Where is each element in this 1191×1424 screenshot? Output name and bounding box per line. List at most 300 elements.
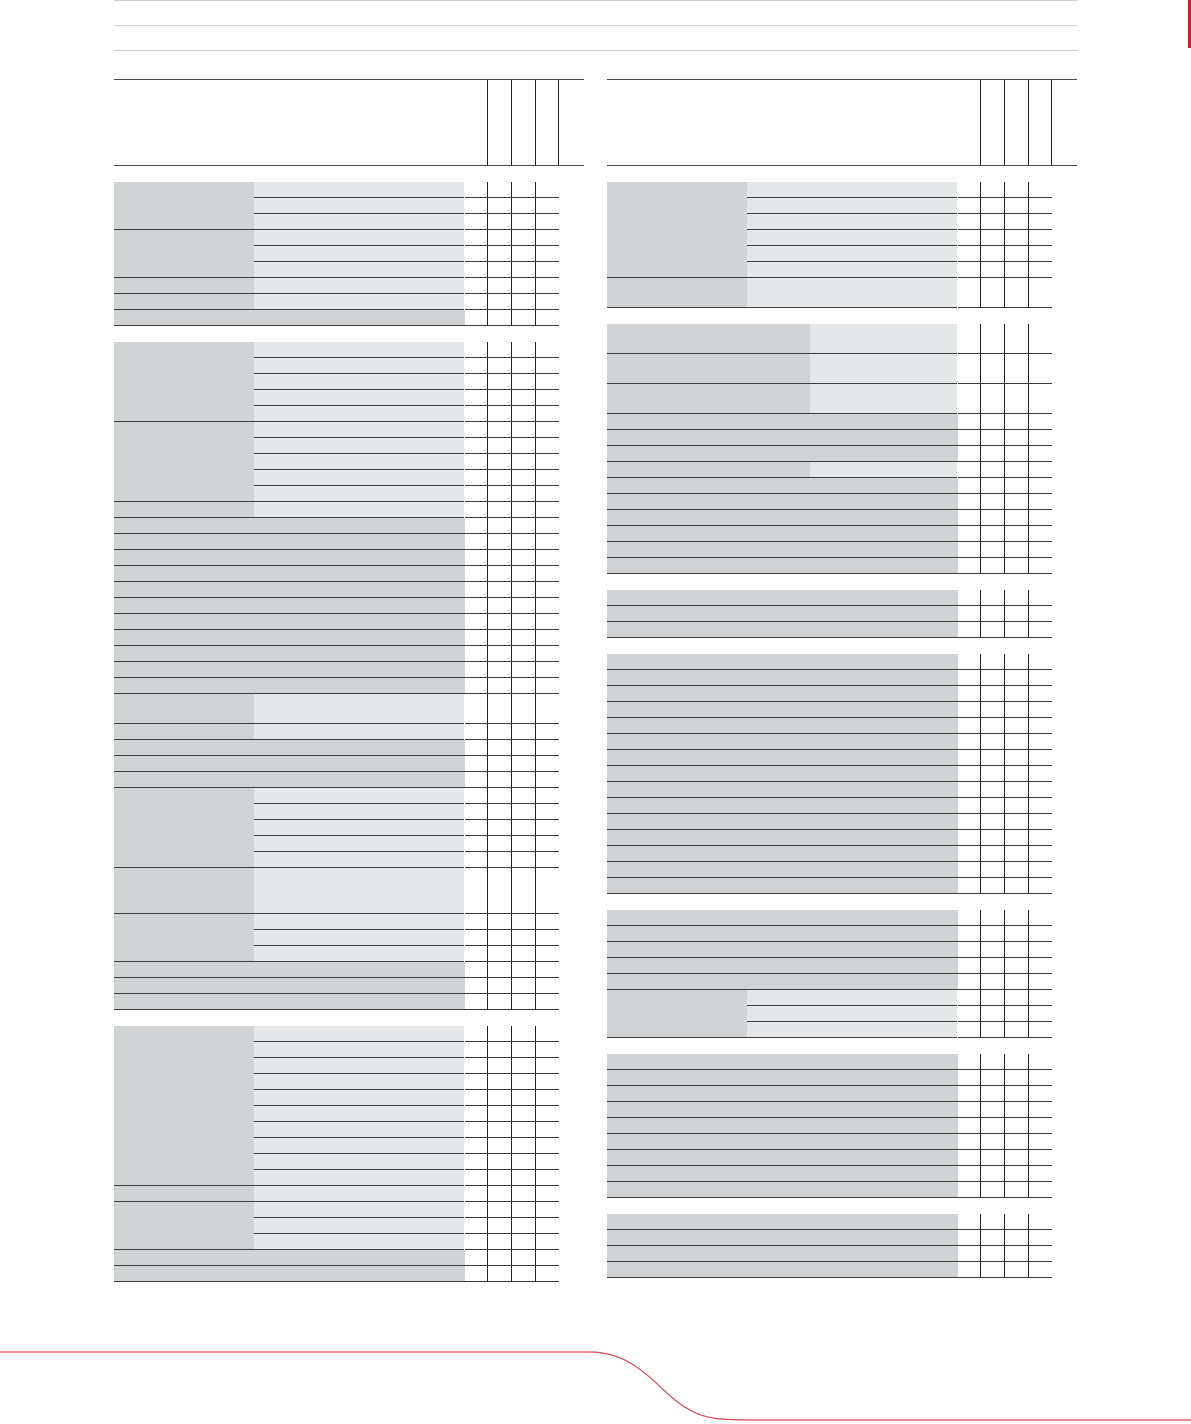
left-checkbox-cell[interactable]	[512, 868, 536, 914]
right-checkbox-cell[interactable]	[1029, 414, 1052, 430]
right-checkbox-cell[interactable]	[958, 198, 981, 214]
left-checkbox-cell[interactable]	[512, 1218, 536, 1234]
left-checkbox-cell[interactable]	[465, 694, 488, 724]
right-checkbox-cell[interactable]	[958, 670, 981, 686]
right-checkbox-cell[interactable]	[1029, 278, 1052, 308]
right-checkbox-cell[interactable]	[1005, 782, 1029, 798]
right-checkbox-cell[interactable]	[1005, 606, 1029, 622]
right-checkbox-cell[interactable]	[981, 1262, 1005, 1278]
left-checkbox-cell[interactable]	[465, 1122, 488, 1138]
left-checkbox-cell[interactable]	[512, 1170, 536, 1186]
left-checkbox-cell[interactable]	[512, 614, 536, 630]
left-checkbox-cell[interactable]	[512, 262, 536, 278]
right-checkbox-cell[interactable]	[981, 1214, 1005, 1230]
left-checkbox-cell[interactable]	[536, 678, 559, 694]
right-checkbox-cell[interactable]	[1005, 462, 1029, 478]
right-checkbox-cell[interactable]	[1005, 354, 1029, 384]
left-checkbox-cell[interactable]	[536, 534, 559, 550]
right-checkbox-cell[interactable]	[1005, 230, 1029, 246]
left-checkbox-cell[interactable]	[512, 598, 536, 614]
right-checkbox-cell[interactable]	[958, 654, 981, 670]
right-checkbox-cell[interactable]	[981, 734, 1005, 750]
right-checkbox-cell[interactable]	[981, 846, 1005, 862]
left-checkbox-cell[interactable]	[536, 804, 559, 820]
right-checkbox-cell[interactable]	[1005, 198, 1029, 214]
right-checkbox-cell[interactable]	[1005, 990, 1029, 1006]
left-checkbox-cell[interactable]	[465, 804, 488, 820]
left-checkbox-cell[interactable]	[465, 1154, 488, 1170]
left-checkbox-cell[interactable]	[465, 278, 488, 294]
right-checkbox-cell[interactable]	[958, 558, 981, 574]
right-checkbox-cell[interactable]	[1029, 1134, 1052, 1150]
left-checkbox-cell[interactable]	[512, 646, 536, 662]
right-checkbox-cell[interactable]	[1029, 702, 1052, 718]
left-checkbox-cell[interactable]	[465, 630, 488, 646]
left-checkbox-cell[interactable]	[488, 994, 512, 1010]
right-checkbox-cell[interactable]	[1005, 1166, 1029, 1182]
right-checkbox-cell[interactable]	[981, 622, 1005, 638]
right-checkbox-cell[interactable]	[1005, 1134, 1029, 1150]
left-checkbox-cell[interactable]	[465, 582, 488, 598]
right-checkbox-cell[interactable]	[1029, 384, 1052, 414]
left-checkbox-cell[interactable]	[465, 994, 488, 1010]
left-checkbox-cell[interactable]	[536, 1042, 559, 1058]
left-checkbox-cell[interactable]	[512, 1106, 536, 1122]
left-checkbox-cell[interactable]	[512, 1058, 536, 1074]
left-checkbox-cell[interactable]	[536, 1090, 559, 1106]
left-checkbox-cell[interactable]	[465, 454, 488, 470]
right-checkbox-cell[interactable]	[1029, 830, 1052, 846]
right-checkbox-cell[interactable]	[1029, 654, 1052, 670]
right-checkbox-cell[interactable]	[1029, 354, 1052, 384]
right-checkbox-cell[interactable]	[958, 262, 981, 278]
left-checkbox-cell[interactable]	[512, 1138, 536, 1154]
right-checkbox-cell[interactable]	[1005, 278, 1029, 308]
right-checkbox-cell[interactable]	[1005, 766, 1029, 782]
right-checkbox-cell[interactable]	[958, 526, 981, 542]
left-checkbox-cell[interactable]	[512, 820, 536, 836]
left-checkbox-cell[interactable]	[465, 1042, 488, 1058]
left-checkbox-cell[interactable]	[536, 662, 559, 678]
right-checkbox-cell[interactable]	[958, 878, 981, 894]
right-checkbox-cell[interactable]	[981, 510, 1005, 526]
left-checkbox-cell[interactable]	[536, 930, 559, 946]
left-checkbox-cell[interactable]	[488, 582, 512, 598]
left-checkbox-cell[interactable]	[488, 550, 512, 566]
left-checkbox-cell[interactable]	[488, 1186, 512, 1202]
left-checkbox-cell[interactable]	[465, 1170, 488, 1186]
left-checkbox-cell[interactable]	[512, 1250, 536, 1266]
left-checkbox-cell[interactable]	[536, 1154, 559, 1170]
right-checkbox-cell[interactable]	[981, 1134, 1005, 1150]
right-checkbox-cell[interactable]	[981, 230, 1005, 246]
right-checkbox-cell[interactable]	[1005, 846, 1029, 862]
right-checkbox-cell[interactable]	[958, 942, 981, 958]
left-checkbox-cell[interactable]	[512, 198, 536, 214]
right-checkbox-cell[interactable]	[1029, 974, 1052, 990]
left-checkbox-cell[interactable]	[488, 278, 512, 294]
right-checkbox-cell[interactable]	[958, 324, 981, 354]
right-checkbox-cell[interactable]	[981, 414, 1005, 430]
right-checkbox-cell[interactable]	[1005, 214, 1029, 230]
left-checkbox-cell[interactable]	[512, 724, 536, 740]
left-checkbox-cell[interactable]	[512, 914, 536, 930]
left-checkbox-cell[interactable]	[536, 502, 559, 518]
left-checkbox-cell[interactable]	[465, 662, 488, 678]
right-checkbox-cell[interactable]	[1029, 1166, 1052, 1182]
left-checkbox-cell[interactable]	[536, 1058, 559, 1074]
right-checkbox-cell[interactable]	[1029, 1086, 1052, 1102]
right-checkbox-cell[interactable]	[1029, 846, 1052, 862]
left-checkbox-cell[interactable]	[465, 788, 488, 804]
left-checkbox-cell[interactable]	[488, 852, 512, 868]
left-checkbox-cell[interactable]	[536, 868, 559, 914]
left-checkbox-cell[interactable]	[465, 1026, 488, 1042]
right-checkbox-cell[interactable]	[958, 1006, 981, 1022]
left-checkbox-cell[interactable]	[488, 374, 512, 390]
right-checkbox-cell[interactable]	[958, 1118, 981, 1134]
left-checkbox-cell[interactable]	[488, 422, 512, 438]
left-checkbox-cell[interactable]	[512, 662, 536, 678]
left-checkbox-cell[interactable]	[512, 470, 536, 486]
left-checkbox-cell[interactable]	[465, 772, 488, 788]
left-checkbox-cell[interactable]	[488, 1074, 512, 1090]
right-checkbox-cell[interactable]	[981, 798, 1005, 814]
right-checkbox-cell[interactable]	[958, 798, 981, 814]
right-checkbox-cell[interactable]	[1005, 542, 1029, 558]
right-checkbox-cell[interactable]	[1029, 1182, 1052, 1198]
right-checkbox-cell[interactable]	[981, 718, 1005, 734]
left-checkbox-cell[interactable]	[536, 994, 559, 1010]
left-checkbox-cell[interactable]	[488, 438, 512, 454]
right-checkbox-cell[interactable]	[1029, 1262, 1052, 1278]
right-checkbox-cell[interactable]	[1029, 1006, 1052, 1022]
right-checkbox-cell[interactable]	[958, 510, 981, 526]
right-checkbox-cell[interactable]	[1005, 958, 1029, 974]
left-checkbox-cell[interactable]	[512, 390, 536, 406]
left-checkbox-cell[interactable]	[465, 1074, 488, 1090]
right-checkbox-cell[interactable]	[981, 1230, 1005, 1246]
left-checkbox-cell[interactable]	[465, 740, 488, 756]
left-checkbox-cell[interactable]	[512, 1042, 536, 1058]
left-checkbox-cell[interactable]	[512, 852, 536, 868]
left-checkbox-cell[interactable]	[536, 1074, 559, 1090]
right-checkbox-cell[interactable]	[1029, 446, 1052, 462]
right-checkbox-cell[interactable]	[958, 622, 981, 638]
right-checkbox-cell[interactable]	[1005, 526, 1029, 542]
right-checkbox-cell[interactable]	[1005, 414, 1029, 430]
right-checkbox-cell[interactable]	[1029, 622, 1052, 638]
right-checkbox-cell[interactable]	[958, 1070, 981, 1086]
left-checkbox-cell[interactable]	[488, 662, 512, 678]
left-checkbox-cell[interactable]	[465, 820, 488, 836]
left-checkbox-cell[interactable]	[512, 1186, 536, 1202]
left-checkbox-cell[interactable]	[488, 678, 512, 694]
left-checkbox-cell[interactable]	[512, 1090, 536, 1106]
right-checkbox-cell[interactable]	[1005, 830, 1029, 846]
right-checkbox-cell[interactable]	[958, 1182, 981, 1198]
right-checkbox-cell[interactable]	[1005, 702, 1029, 718]
left-checkbox-cell[interactable]	[536, 1202, 559, 1218]
left-checkbox-cell[interactable]	[536, 1138, 559, 1154]
right-checkbox-cell[interactable]	[981, 214, 1005, 230]
right-checkbox-cell[interactable]	[958, 182, 981, 198]
left-checkbox-cell[interactable]	[465, 342, 488, 358]
left-checkbox-cell[interactable]	[488, 1218, 512, 1234]
left-checkbox-cell[interactable]	[488, 1138, 512, 1154]
right-checkbox-cell[interactable]	[958, 414, 981, 430]
right-checkbox-cell[interactable]	[1029, 718, 1052, 734]
left-checkbox-cell[interactable]	[465, 502, 488, 518]
left-checkbox-cell[interactable]	[488, 740, 512, 756]
left-checkbox-cell[interactable]	[536, 358, 559, 374]
left-checkbox-cell[interactable]	[512, 836, 536, 852]
left-checkbox-cell[interactable]	[536, 374, 559, 390]
left-checkbox-cell[interactable]	[512, 310, 536, 326]
left-checkbox-cell[interactable]	[465, 852, 488, 868]
left-checkbox-cell[interactable]	[465, 534, 488, 550]
left-checkbox-cell[interactable]	[536, 342, 559, 358]
right-checkbox-cell[interactable]	[958, 718, 981, 734]
left-checkbox-cell[interactable]	[465, 646, 488, 662]
left-checkbox-cell[interactable]	[465, 486, 488, 502]
left-checkbox-cell[interactable]	[465, 310, 488, 326]
right-checkbox-cell[interactable]	[1005, 510, 1029, 526]
left-checkbox-cell[interactable]	[512, 994, 536, 1010]
right-checkbox-cell[interactable]	[958, 1246, 981, 1262]
right-checkbox-cell[interactable]	[981, 1102, 1005, 1118]
left-checkbox-cell[interactable]	[465, 598, 488, 614]
left-checkbox-cell[interactable]	[536, 1122, 559, 1138]
right-checkbox-cell[interactable]	[1005, 1118, 1029, 1134]
right-checkbox-cell[interactable]	[981, 670, 1005, 686]
right-checkbox-cell[interactable]	[1005, 1102, 1029, 1118]
right-checkbox-cell[interactable]	[981, 1246, 1005, 1262]
left-checkbox-cell[interactable]	[512, 1234, 536, 1250]
left-checkbox-cell[interactable]	[536, 946, 559, 962]
left-checkbox-cell[interactable]	[536, 486, 559, 502]
right-checkbox-cell[interactable]	[1005, 1070, 1029, 1086]
right-checkbox-cell[interactable]	[958, 830, 981, 846]
left-checkbox-cell[interactable]	[465, 1250, 488, 1266]
right-checkbox-cell[interactable]	[958, 590, 981, 606]
left-checkbox-cell[interactable]	[488, 868, 512, 914]
left-checkbox-cell[interactable]	[488, 756, 512, 772]
right-checkbox-cell[interactable]	[981, 1182, 1005, 1198]
right-checkbox-cell[interactable]	[1005, 1006, 1029, 1022]
left-checkbox-cell[interactable]	[536, 390, 559, 406]
right-checkbox-cell[interactable]	[1005, 1054, 1029, 1070]
right-checkbox-cell[interactable]	[1005, 1022, 1029, 1038]
left-checkbox-cell[interactable]	[536, 1186, 559, 1202]
left-checkbox-cell[interactable]	[488, 962, 512, 978]
left-checkbox-cell[interactable]	[536, 518, 559, 534]
left-checkbox-cell[interactable]	[488, 470, 512, 486]
right-checkbox-cell[interactable]	[958, 278, 981, 308]
left-checkbox-cell[interactable]	[488, 1026, 512, 1042]
right-checkbox-cell[interactable]	[958, 354, 981, 384]
left-checkbox-cell[interactable]	[536, 550, 559, 566]
right-checkbox-cell[interactable]	[1005, 324, 1029, 354]
left-checkbox-cell[interactable]	[465, 438, 488, 454]
right-checkbox-cell[interactable]	[981, 942, 1005, 958]
left-checkbox-cell[interactable]	[465, 1106, 488, 1122]
right-checkbox-cell[interactable]	[958, 1134, 981, 1150]
right-checkbox-cell[interactable]	[1029, 526, 1052, 542]
right-checkbox-cell[interactable]	[958, 214, 981, 230]
right-checkbox-cell[interactable]	[958, 1022, 981, 1038]
left-checkbox-cell[interactable]	[488, 1170, 512, 1186]
right-checkbox-cell[interactable]	[958, 686, 981, 702]
left-checkbox-cell[interactable]	[536, 740, 559, 756]
left-checkbox-cell[interactable]	[536, 1234, 559, 1250]
left-checkbox-cell[interactable]	[488, 1090, 512, 1106]
right-checkbox-cell[interactable]	[981, 1006, 1005, 1022]
right-checkbox-cell[interactable]	[1005, 654, 1029, 670]
left-checkbox-cell[interactable]	[488, 788, 512, 804]
left-checkbox-cell[interactable]	[536, 1250, 559, 1266]
right-checkbox-cell[interactable]	[1005, 814, 1029, 830]
left-checkbox-cell[interactable]	[512, 1074, 536, 1090]
right-checkbox-cell[interactable]	[1029, 1214, 1052, 1230]
left-checkbox-cell[interactable]	[512, 946, 536, 962]
left-checkbox-cell[interactable]	[465, 962, 488, 978]
right-checkbox-cell[interactable]	[958, 910, 981, 926]
right-checkbox-cell[interactable]	[1005, 1214, 1029, 1230]
left-checkbox-cell[interactable]	[536, 246, 559, 262]
right-checkbox-cell[interactable]	[981, 1086, 1005, 1102]
left-checkbox-cell[interactable]	[536, 772, 559, 788]
right-checkbox-cell[interactable]	[1005, 1262, 1029, 1278]
left-checkbox-cell[interactable]	[465, 198, 488, 214]
right-checkbox-cell[interactable]	[981, 1054, 1005, 1070]
right-checkbox-cell[interactable]	[1005, 590, 1029, 606]
right-checkbox-cell[interactable]	[1005, 478, 1029, 494]
right-checkbox-cell[interactable]	[1029, 1102, 1052, 1118]
left-checkbox-cell[interactable]	[512, 756, 536, 772]
left-checkbox-cell[interactable]	[536, 646, 559, 662]
left-checkbox-cell[interactable]	[465, 930, 488, 946]
left-checkbox-cell[interactable]	[488, 1042, 512, 1058]
right-checkbox-cell[interactable]	[1029, 494, 1052, 510]
right-checkbox-cell[interactable]	[958, 958, 981, 974]
right-checkbox-cell[interactable]	[981, 542, 1005, 558]
right-checkbox-cell[interactable]	[1005, 942, 1029, 958]
left-checkbox-cell[interactable]	[536, 756, 559, 772]
right-checkbox-cell[interactable]	[958, 846, 981, 862]
right-checkbox-cell[interactable]	[1029, 262, 1052, 278]
left-checkbox-cell[interactable]	[536, 230, 559, 246]
right-checkbox-cell[interactable]	[981, 686, 1005, 702]
right-checkbox-cell[interactable]	[958, 782, 981, 798]
right-checkbox-cell[interactable]	[1029, 750, 1052, 766]
left-checkbox-cell[interactable]	[536, 438, 559, 454]
right-checkbox-cell[interactable]	[1029, 862, 1052, 878]
right-checkbox-cell[interactable]	[981, 830, 1005, 846]
right-checkbox-cell[interactable]	[1029, 324, 1052, 354]
left-checkbox-cell[interactable]	[488, 518, 512, 534]
left-checkbox-cell[interactable]	[488, 198, 512, 214]
left-checkbox-cell[interactable]	[465, 294, 488, 310]
right-checkbox-cell[interactable]	[981, 526, 1005, 542]
right-checkbox-cell[interactable]	[1029, 542, 1052, 558]
right-checkbox-cell[interactable]	[1005, 1230, 1029, 1246]
left-checkbox-cell[interactable]	[465, 422, 488, 438]
right-checkbox-cell[interactable]	[1005, 1150, 1029, 1166]
right-checkbox-cell[interactable]	[1029, 1230, 1052, 1246]
left-checkbox-cell[interactable]	[536, 566, 559, 582]
left-checkbox-cell[interactable]	[488, 310, 512, 326]
left-checkbox-cell[interactable]	[512, 294, 536, 310]
left-checkbox-cell[interactable]	[465, 1266, 488, 1282]
left-checkbox-cell[interactable]	[536, 852, 559, 868]
left-checkbox-cell[interactable]	[488, 1234, 512, 1250]
left-checkbox-cell[interactable]	[512, 566, 536, 582]
left-checkbox-cell[interactable]	[536, 406, 559, 422]
left-checkbox-cell[interactable]	[465, 230, 488, 246]
right-checkbox-cell[interactable]	[958, 1150, 981, 1166]
right-checkbox-cell[interactable]	[1005, 670, 1029, 686]
right-checkbox-cell[interactable]	[1029, 590, 1052, 606]
left-checkbox-cell[interactable]	[465, 724, 488, 740]
right-checkbox-cell[interactable]	[958, 814, 981, 830]
right-checkbox-cell[interactable]	[1029, 246, 1052, 262]
left-checkbox-cell[interactable]	[512, 978, 536, 994]
left-checkbox-cell[interactable]	[488, 724, 512, 740]
right-checkbox-cell[interactable]	[958, 462, 981, 478]
right-checkbox-cell[interactable]	[958, 542, 981, 558]
left-checkbox-cell[interactable]	[465, 1058, 488, 1074]
left-checkbox-cell[interactable]	[488, 342, 512, 358]
right-checkbox-cell[interactable]	[958, 766, 981, 782]
right-checkbox-cell[interactable]	[1005, 262, 1029, 278]
right-checkbox-cell[interactable]	[1005, 686, 1029, 702]
left-checkbox-cell[interactable]	[488, 1122, 512, 1138]
left-checkbox-cell[interactable]	[512, 358, 536, 374]
right-checkbox-cell[interactable]	[958, 606, 981, 622]
right-checkbox-cell[interactable]	[958, 1102, 981, 1118]
left-checkbox-cell[interactable]	[512, 422, 536, 438]
left-checkbox-cell[interactable]	[465, 358, 488, 374]
right-checkbox-cell[interactable]	[958, 862, 981, 878]
left-checkbox-cell[interactable]	[465, 246, 488, 262]
right-checkbox-cell[interactable]	[958, 926, 981, 942]
right-checkbox-cell[interactable]	[1005, 718, 1029, 734]
right-checkbox-cell[interactable]	[958, 230, 981, 246]
right-checkbox-cell[interactable]	[1005, 862, 1029, 878]
left-checkbox-cell[interactable]	[465, 1186, 488, 1202]
right-checkbox-cell[interactable]	[1029, 942, 1052, 958]
left-checkbox-cell[interactable]	[536, 820, 559, 836]
right-checkbox-cell[interactable]	[958, 1086, 981, 1102]
left-checkbox-cell[interactable]	[488, 1250, 512, 1266]
right-checkbox-cell[interactable]	[981, 1150, 1005, 1166]
right-checkbox-cell[interactable]	[981, 1070, 1005, 1086]
right-checkbox-cell[interactable]	[981, 654, 1005, 670]
left-checkbox-cell[interactable]	[536, 422, 559, 438]
left-checkbox-cell[interactable]	[512, 342, 536, 358]
right-checkbox-cell[interactable]	[1029, 670, 1052, 686]
left-checkbox-cell[interactable]	[488, 262, 512, 278]
left-checkbox-cell[interactable]	[465, 390, 488, 406]
right-checkbox-cell[interactable]	[981, 750, 1005, 766]
right-checkbox-cell[interactable]	[1029, 1022, 1052, 1038]
right-checkbox-cell[interactable]	[1029, 198, 1052, 214]
left-checkbox-cell[interactable]	[512, 740, 536, 756]
right-checkbox-cell[interactable]	[1029, 1070, 1052, 1086]
left-checkbox-cell[interactable]	[488, 930, 512, 946]
right-checkbox-cell[interactable]	[958, 384, 981, 414]
